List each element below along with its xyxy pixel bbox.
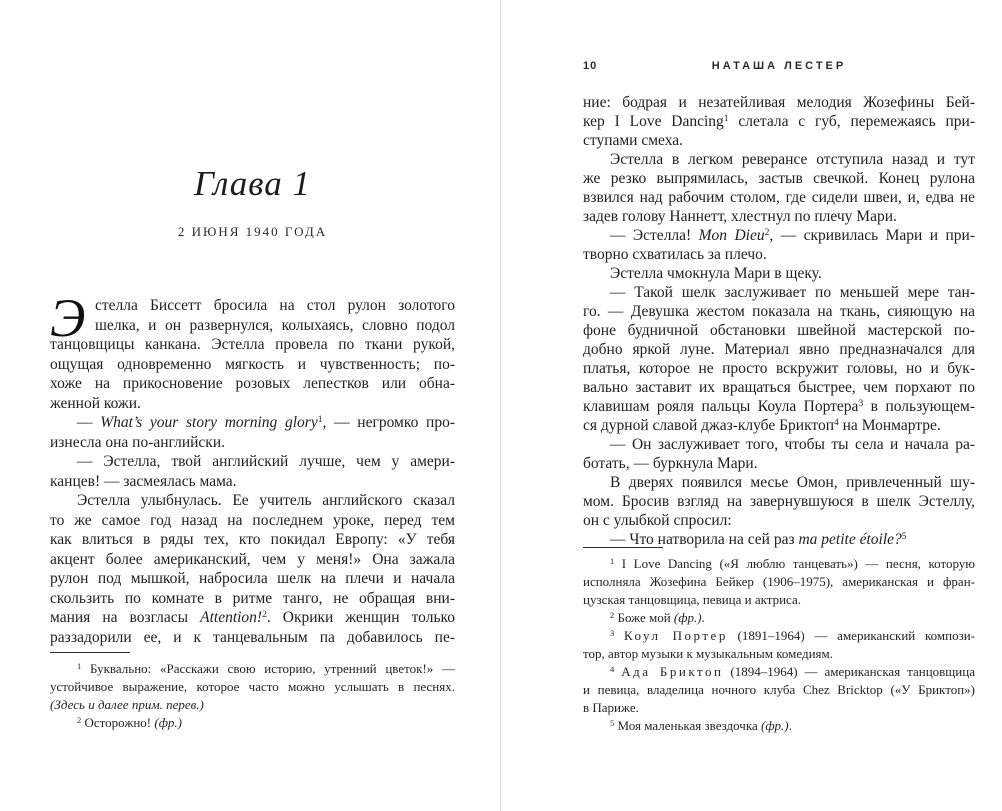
- text-line: как влиться в ряды тех, кто покидал Европу: «У тебя: [50, 531, 455, 548]
- page-number: 10: [583, 60, 598, 72]
- text-line: рулон под мышкой, набросила шелк на плечи и начала: [50, 570, 455, 587]
- footnote-text: [583, 555, 975, 735]
- book-page-right: [583, 0, 975, 811]
- text-line: — Эстелла, твой английский лучше, чем у амери-: [77, 453, 455, 470]
- text-line: же резко выпрямилась, застыв свечкой. Конец рулона: [583, 170, 975, 187]
- text-line: стелла Биссетт бросила на стол рулон золотого: [95, 297, 455, 314]
- footnote-rule: [583, 547, 663, 548]
- text-line: ощущая одновременно мягкость и чувственность; по-: [50, 355, 455, 373]
- text-line: в Париже.: [583, 700, 639, 715]
- text-line: добно яркой луне. Материал явно предназначался для: [583, 341, 975, 358]
- text-line: творно схватилась за плечо.: [583, 246, 767, 263]
- text-line: мания на возгласы Attention!$^2$. Окрики женщин только: [50, 609, 455, 626]
- text-line: женной кожи.: [50, 394, 141, 412]
- drop-cap: Э: [50, 288, 86, 348]
- text-line: Эстелла чмокнула Мари в щеку.: [610, 265, 822, 282]
- text-line: — Он заслуживает того, чтобы ты села и начала ра-: [610, 436, 975, 453]
- text-line: го. — Девушка жестом показала на ткань, сияющую на: [583, 303, 975, 320]
- text-line: мом. Бросив взгляд на завернувшуюся в шелк Эстеллу,: [583, 493, 975, 510]
- text-line: задев голову Наннетт, хлестнул по плечу Мари.: [583, 208, 897, 225]
- text-line: он с улыбкой спросил:: [583, 512, 732, 529]
- text-line: танцовщицы канкана. Эстелла провела по ткани рукой,: [50, 336, 455, 353]
- text-line: клавишам рояля пальцы Коула Портера$^3$ в пользующем-: [583, 398, 975, 415]
- text-line: $^4$ Ада Бриктоп (1894–1964) — американская танцовщица: [610, 664, 975, 679]
- text-line: Эстелла улыбнулась. Ее учитель английского сказал: [77, 492, 455, 509]
- chapter-date: 2 ИЮНЯ 1940 ГОДА: [177, 224, 328, 239]
- text-line: — Эстелла! Mon Dieu$^2$, — скривилась Мари и при-: [610, 227, 975, 244]
- text-line: акцент более американский, чем у меня!» Она зажала: [50, 550, 455, 568]
- text-line: платья, которое не просто вскружит головы, но и бук-: [583, 360, 975, 377]
- text-line: Эстелла в легком реверансе отступила назад и тут: [610, 151, 975, 168]
- body-text: [50, 288, 455, 647]
- text-line: цузская танцовщица, певица и актриса.: [583, 592, 802, 607]
- text-line: $^2$ Боже мой (фр.).: [610, 610, 705, 625]
- text-line: $^5$ Моя маленькая звездочка (фр.).: [610, 718, 792, 733]
- text-line: ботать, — буркнула Мари.: [583, 455, 758, 472]
- book-page-left: [50, 0, 455, 811]
- text-line: $^1$ Буквально: «Расскажи свою историю, утренний цветок!» —: [77, 661, 455, 676]
- chapter-title: Глава 1: [194, 164, 311, 203]
- text-line: изнесла она по-английски.: [50, 433, 226, 451]
- running-head-author: НАТАША ЛЕСТЕР: [711, 60, 847, 72]
- footnote-text: [50, 660, 455, 732]
- text-line: $^2$ Осторожно! (фр.): [77, 715, 183, 730]
- text-line: тор, автор музыки к музыкальным комедиям.: [583, 646, 833, 661]
- text-line: — Что натворила на сей раз ma petite étoile?$^5$: [610, 531, 907, 548]
- text-line: ние: бодрая и незатейливая мелодия Жозефины Бей-: [583, 94, 975, 111]
- text-line: В дверях появился месье Омон, привлеченный шу-: [610, 474, 975, 491]
- text-line: устойчивое выражение, которое часто можно услышать в песнях.: [50, 679, 455, 694]
- text-line: то же самое год назад на последнем уроке, перед тем: [50, 511, 455, 529]
- text-line: (Здесь и далее прим. перев.): [50, 697, 204, 712]
- footnotes-block: [583, 547, 975, 735]
- text-line: исполняла Жозефина Бейкер (1906–1975), американская и фран-: [583, 574, 975, 589]
- text-line: канцев! — засмеялась мама.: [50, 472, 237, 490]
- text-line: раззадорили ее, и к танцевальным па добавилось пе-: [50, 628, 455, 646]
- text-line: хоже на прикосновение розовых лепестков или обна-: [50, 375, 455, 392]
- text-line: $^3$ Коул Портер (1891–1964) — американский компози-: [610, 628, 975, 643]
- text-line: — Такой шелк заслуживает по меньшей мере тан-: [610, 284, 975, 301]
- text-line: кер I Love Dancing$^1$ слетала с губ, перемежаясь при-: [583, 113, 975, 130]
- text-line: фоне будничной обстановки швейной мастерской по-: [583, 322, 975, 339]
- text-line: взвился над рабочим столом, где сидели швеи, и, едва не: [583, 189, 975, 206]
- text-line: — What’s your story morning glory$^1$, — негромко про-: [77, 414, 455, 431]
- text-line: ступами смеха.: [583, 132, 684, 149]
- text-line: шелка, и он развернулся, колыхаясь, словно подол: [95, 316, 455, 334]
- text-line: скользить по комнате в ритме танго, не обращая вни-: [50, 589, 455, 607]
- running-head-row: [583, 60, 975, 76]
- text-line: ся дурной славой джаз-клубе Бриктоп$^4$ на Монмартре.: [583, 417, 941, 434]
- footnotes-block: [50, 652, 455, 732]
- page-gutter-divider: [500, 0, 501, 811]
- text-line: $^1$ I Love Dancing («Я люблю танцевать») — песня, которую: [610, 556, 975, 571]
- text-line: и певица, владелица ночного клуба Chez Bricktop («У Бриктоп»): [583, 682, 975, 697]
- text-line: вально заставит их вращаться быстрее, чем порхают по: [583, 379, 975, 396]
- body-text: [583, 93, 975, 549]
- footnote-rule: [50, 652, 130, 653]
